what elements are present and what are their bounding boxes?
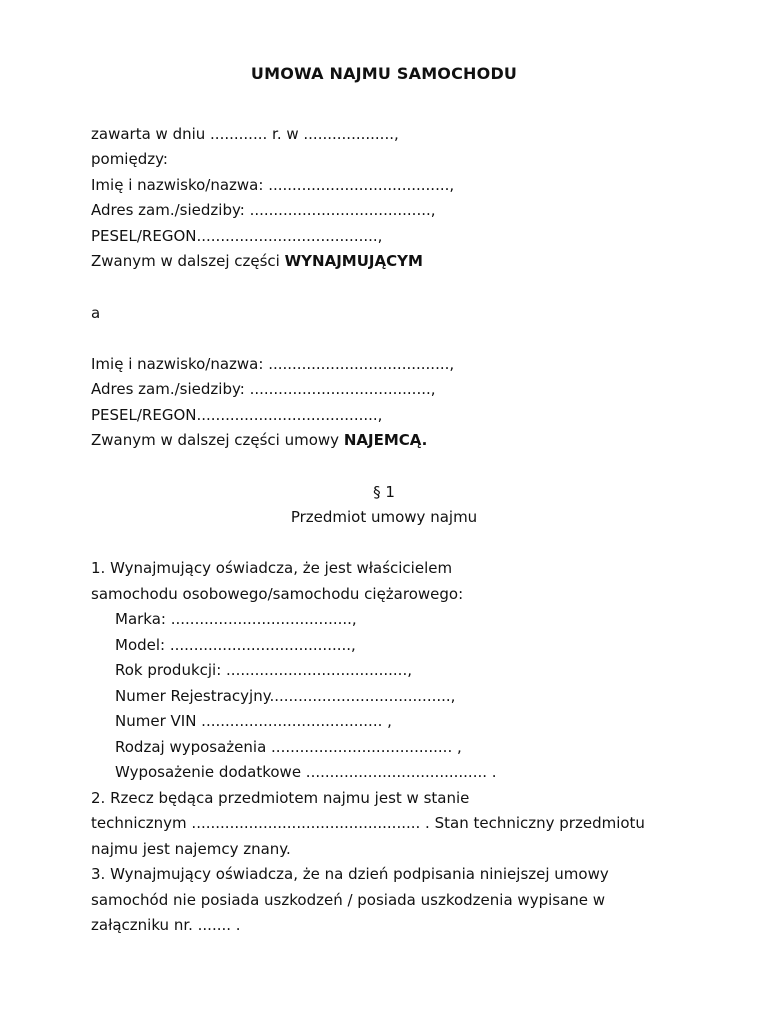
lessor-role-bold: WYNAJMUJĄCYM bbox=[284, 252, 423, 270]
section-number: § 1 bbox=[373, 483, 395, 501]
lessor-address-line: Adres zam./siedziby: ......................................, bbox=[91, 201, 436, 219]
car-equipment-line: Rodzaj wyposażenia ...................................... , bbox=[115, 738, 462, 756]
lessee-name-line: Imię i nazwisko/nazwa: ......................................, bbox=[91, 355, 455, 373]
lessee-address-line: Adres zam./siedziby: ......................................, bbox=[91, 380, 436, 398]
clause-1-line-1: 1. Wynajmujący oświadcza, że jest właścicielem bbox=[91, 559, 453, 577]
document-title: UMOWA NAJMU SAMOCHODU bbox=[250, 64, 518, 83]
clause-1-line-2: samochodu osobowego/samochodu ciężarowego: bbox=[91, 585, 464, 603]
lessor-name-line: Imię i nazwisko/nazwa: ......................................, bbox=[91, 176, 455, 194]
car-model-line: Model: ......................................, bbox=[115, 636, 356, 654]
section-heading: Przedmiot umowy najmu bbox=[290, 508, 478, 526]
lessor-role-line bbox=[91, 251, 423, 271]
lessee-role-line bbox=[91, 430, 427, 450]
lessee-pesel-line: PESEL/REGON......................................, bbox=[91, 406, 383, 424]
and-line: a bbox=[91, 304, 101, 322]
clause-3-line-2: samochód nie posiada uszkodzeń / posiada uszkodzenia wypisane w bbox=[91, 891, 606, 909]
clause-3-line-3: załączniku nr. ....... . bbox=[91, 916, 241, 934]
car-registration-line: Numer Rejestracyjny......................................, bbox=[115, 687, 456, 705]
clause-2-line-3: najmu jest najemcy znany. bbox=[91, 840, 291, 858]
clause-3-line-1: 3. Wynajmujący oświadcza, że na dzień podpisania niniejszej umowy bbox=[91, 865, 609, 883]
clause-2-line-1: 2. Rzecz będąca przedmiotem najmu jest w stanie bbox=[91, 789, 470, 807]
car-extra-equipment-line: Wyposażenie dodatkowe ...................................... . bbox=[115, 763, 497, 781]
car-year-line: Rok produkcji: ......................................, bbox=[115, 661, 412, 679]
between-line: pomiędzy: bbox=[91, 150, 168, 168]
lessor-pesel-line: PESEL/REGON......................................, bbox=[91, 227, 383, 245]
lessee-role-bold: NAJEMCĄ. bbox=[343, 431, 428, 449]
car-vin-line: Numer VIN ...................................... , bbox=[115, 712, 392, 730]
car-brand-line: Marka: ......................................, bbox=[115, 610, 357, 628]
contract-date-line: zawarta w dniu ............ r. w ..................., bbox=[91, 125, 399, 143]
lessee-role-prefix: Zwanym w dalszej części umowy bbox=[91, 431, 344, 449]
clause-2-line-2: technicznym ................................................ . Stan techniczny przedmiotu bbox=[91, 814, 645, 832]
lessor-role-prefix: Zwanym w dalszej części bbox=[91, 252, 285, 270]
